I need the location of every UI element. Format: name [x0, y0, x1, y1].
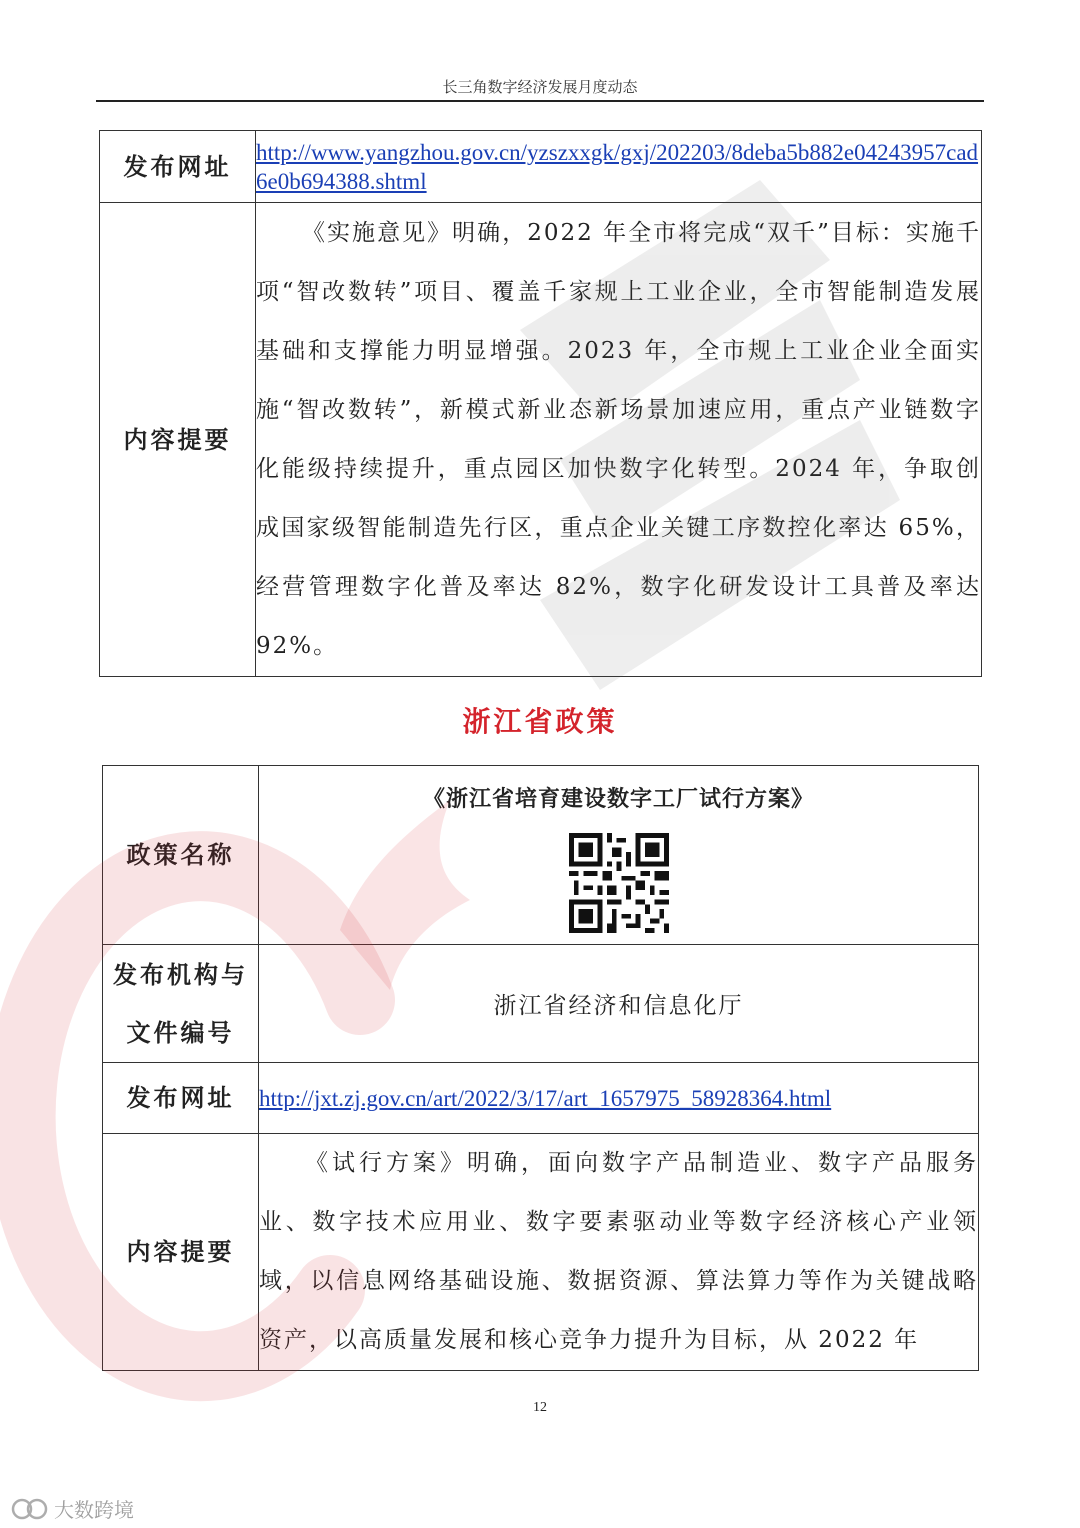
summary-label: 内容提要	[100, 203, 256, 677]
org-row	[103, 945, 979, 1063]
org-cell	[259, 945, 979, 1063]
url-cell-2	[259, 1063, 979, 1134]
url-label-2: 发布网址	[103, 1063, 259, 1134]
url-cell	[256, 131, 982, 203]
summary-row-2	[103, 1134, 979, 1371]
policy-name-row	[103, 766, 979, 945]
page-header: 长三角数字经济发展月度动态	[442, 78, 638, 96]
policy-name-cell	[259, 766, 979, 945]
summary-cell-2	[259, 1134, 979, 1371]
issuing-org: 浙江省经济和信息化厅	[493, 993, 744, 1019]
section-title: 浙江省政策	[462, 705, 618, 738]
summary-cell	[256, 203, 982, 677]
policy-name: 《浙江省培育建设数字工厂试行方案》	[422, 787, 814, 812]
header-rule	[96, 100, 984, 102]
page-number: 12	[533, 1400, 547, 1415]
summary-text: 《实施意见》明确，2022 年全市将完成“双千”目标：实施千项“智改数转”项目、覆盖千家规上工业企业，全市智能制造发展基础和支撑能力明显增强。2023 年，全市规上工业企业全面实施“智改数转”，新模式新业态新场景加速应用，重点产业链数字化能级持续提升，重点园区加快数字化转型。2024 年，争取创成国家级智能制造先行区，重点企业关键工序数控化率达 65%，经营管理数字化普及率达 82%，数字化研发设计工具普及率达 92%。	[256, 219, 981, 659]
policy-table-2	[102, 765, 979, 1371]
summary-label-2: 内容提要	[103, 1134, 259, 1371]
brand-logo-icon	[10, 1496, 50, 1522]
summary-text-2: 《试行方案》明确，面向数字产品制造业、数字产品服务业、数字技术应用业、数字要素驱动业等数字经济核心产业领域，以信息网络基础设施、数据资源、算法算力等作为关键战略资产，以高质量发展和核心竞争力提升为目标，从 2022 年	[259, 1150, 978, 1353]
policy-name-label: 政策名称	[103, 766, 259, 945]
publish-url-link-2[interactable]: http://jxt.zj.gov.cn/art/2022/3/17/art_1657975_58928364.html	[259, 1085, 832, 1111]
url-label: 发布网址	[100, 131, 256, 203]
brand-name: 大数跨境	[54, 1498, 134, 1522]
url-row	[100, 131, 982, 203]
brand-watermark	[10, 1494, 134, 1523]
qr-code-icon[interactable]	[569, 833, 669, 933]
summary-row	[100, 203, 982, 677]
publish-url-link[interactable]: http://www.yangzhou.gov.cn/yzszxxgk/gxj/202203/8deba5b882e04243957cad6e0b694388.shtml	[256, 139, 979, 194]
policy-table-1	[99, 130, 982, 677]
url-row-2	[103, 1063, 979, 1134]
org-label: 发布机构与 文件编号	[103, 945, 259, 1063]
